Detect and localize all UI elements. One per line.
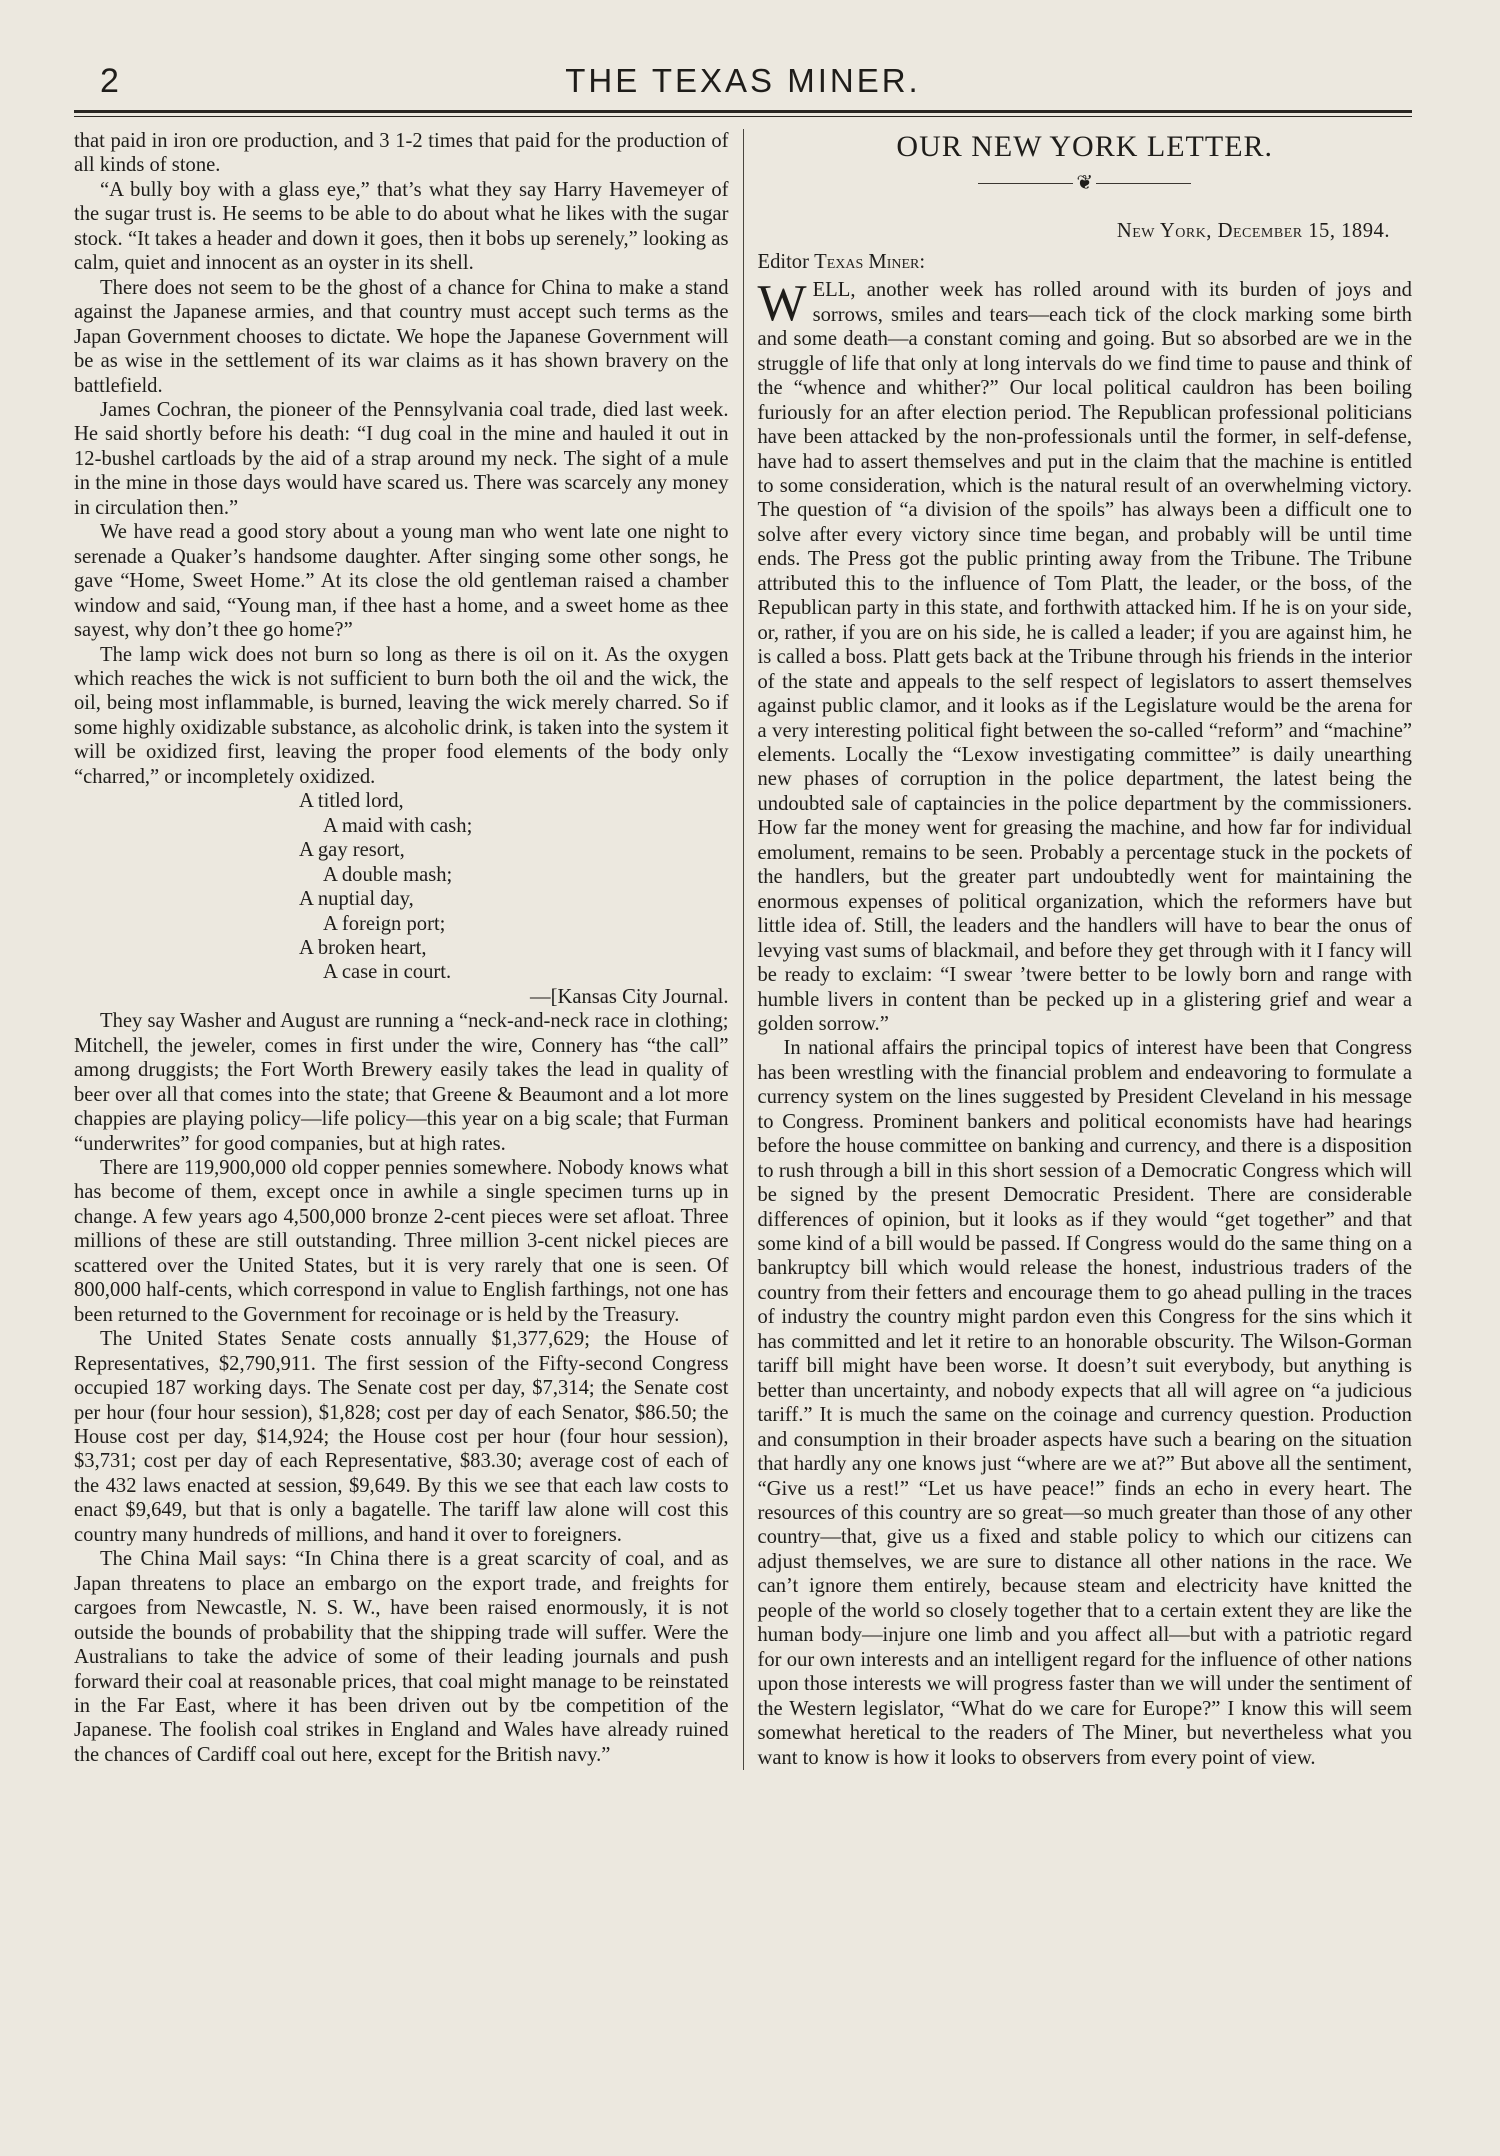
paragraph: They say Washer and August are running a “neck-and-neck race in clothing; Mitchell, the jeweler, comes in first under the wire, Connery has “the call” among druggists; the Fort Worth Brewery easily takes the lead in quality of beer over all that comes into the state; that Greene & Beaumont and a lot more chappies are playing policy—life policy—this year on a big scale; that Furman “underwrites” for good companies, but at high rates. — [74, 1010, 729, 1155]
dateline: New York, December 15, 1894. — [1116, 220, 1390, 243]
poem — [299, 789, 729, 985]
swirl-ornament-icon: ❦ — [1076, 172, 1094, 195]
poem-line: A foreign port; — [323, 912, 446, 935]
paragraph: In national affairs the principal topics of interest have been that Congress has been wrestling with the financial problem and endeavoring to formulate a currency system on the lines suggested by President Cleveland in his message to Congress. Prominent bankers and political economists have had hearings before the house committee on banking and currency, and there is a disposition to rush through a bill in this short session of a Democratic Congress which will be signed by the present Democratic President. There are considerable differences of opinion, but it looks as if they would “get together” and that some kind of a bill would be passed. If Congress would do the same thing on a bankruptcy bill which would release the honest, industrious traders of the country from their fetters and encourage them to go ahead pulling in the traces of industry the country might pardon even this Congress for the sins which it has committed and let it retire to an honorable obscurity. The Wilson-Gorman tariff bill might have been worse. It doesn’t suit everybody, but anything is better than uncertainty, and nobody expects that all will agree on “a judicious tariff.” It is much the same on the coinage and currency question. Production and consumption in their broader aspects have such a bearing on the situation that hardly any one knows just “where are we at?” But above all the sentiment, “Give us a rest!” “Let us have peace!” finds an echo in every heart. The resources of this country are so great—so much greater than those of any other country—that, give us a fixed and stable policy to which our citizens can adjust themselves, we are sure to distance all other nations in the race. We can’t ignore them entirely, because steam and electricity have knitted the people of the world so closely together that to a certain extent they are like the human body—injure one limb and you affect all—but with a patriotic regard for our own interests and an intelligent regard for the influence of other nations upon those interests we will progress faster than we will under the sentiment of the Western legislator, “What do we care for Europe?” I know this will seem somewhat heretical to the readers of The Miner, but nevertheless what you want to know is how it looks to observers from every point of view. — [757, 1037, 1412, 1769]
drop-cap: W — [757, 275, 807, 333]
paragraph: There does not seem to be the ghost of a chance for China to make a stand against the Japanese armies, and that country must accept such terms as the Japan Government chooses to dictate. We hope the Japanese Government will be as wise in the settlement of its war claims as it has shown bravery on the battlefield. — [74, 276, 729, 397]
poem-line: A broken heart, — [299, 936, 427, 959]
paragraph: that paid in iron ore production, and 3 1-2 times that paid for the production of all kinds of stone. — [74, 130, 729, 177]
article-heading: OUR NEW YORK LETTER. — [896, 130, 1274, 163]
paragraph — [757, 275, 1412, 1036]
salutation-prefix: Editor — [757, 250, 815, 273]
paragraph: There are 119,900,000 old copper pennies somewhere. Nobody knows what has become of them, except once in awhile a single specimen turns up in change. A few years ago 4,500,000 bronze 2-cent pieces were set afloat. Three millions of these are still outstanding. Three million 3-cent nickel pieces are scattered over the United States, but it is very rarely that one is seen. Of 800,000 half-cents, which correspond in value to English farthings, not one has been returned to the Government for recoinage or is held by the Treasury. — [74, 1157, 729, 1326]
paragraph: The China Mail says: “In China there is a great scarcity of coal, and as Japan threatens to place an embargo on the export trade, and freights for cargoes from Newcastle, N. S. W., have been raised enormously, it is not outside the bounds of probability that the shipping trade will suffer. Were the Australians to take the advice of some of their leading journals and push forward their coal at reasonable prices, that coal might manage to be reinstated in the Far East, where it has been driven out by tbe competition of the Japanese. The foolish coal strikes in England and Wales have already ruined the chances of Cardiff coal out here, except for the British navy.” — [74, 1548, 729, 1766]
poem-line: A gay resort, — [299, 839, 405, 862]
page-number: 2 — [100, 62, 120, 100]
poem-line: A double mash; — [323, 863, 453, 886]
salutation — [757, 250, 1412, 274]
masthead-rule — [74, 110, 1412, 117]
poem-line: A titled lord, — [299, 790, 404, 813]
paragraph: The United States Senate costs annually $1,377,629; the House of Representatives, $2,790,911. The first session of the Fifty-second Congress occupied 187 working days. The Senate cost per day, $7,314; the Senate cost per hour (four hour session), $1,828; cost per day of each Senator, $86.50; the House cost per day, $14,924; the House cost per hour (four hour session), $3,731; cost per day of each Representative, $83.30; average cost of each of the 432 laws enacted at session, $9,649. By this we see that each law costs to enact $9,649, but that is only a bagatelle. The tariff law alone will cost this country many hundreds of millions, and hand it over to foreigners. — [74, 1328, 729, 1546]
left-column — [74, 129, 743, 1770]
paragraph-text: ELL, another week has rolled around with its burden of joys and sorrows, smiles and tears—each tick of the clock marking some birth and some death—a constant coming and going. But so absorbed are we in the struggle of life that only at long intervals do we find time to pause and think of the “whence and whither?” Our local political cauldron has been boiling furiously for an after election period. The Republican professional politicians have been attacked by the non-professionals until the former, in self-defense, have had to assert themselves and put in the claim that the machine is entitled to some consideration, which is the natural result of an overwhelming victory. The question of “a division of the spoils” has always been a difficult one to solve after every victory since time began, and probably will be until time ends. The Press got the public printing away from the Tribune. The Tribune attributed this to the influence of Tom Platt, the leader, or the boss, of the Republican party in this state, and forthwith attacked him. If he is on your side, or, rather, if you are on his side, he is called a leader; if you are against him, he is called a boss. Platt gets back at the Tribune through his friends in the interior of the state and appeals to the self respect of legislators to assert themselves against public clamor, and it looks as if the Legislature would be the arena for a very interesting political fight between the so-called “reform” and “machine” elements. Locally the “Lexow investigating committee” is daily unearthing new phases of corruption in the police department, the latest being the undoubted sale of captaincies in the police department by the commissioners. How far the money went for greasing the machine, and how far for individual emolument, remains to be seen. Probably a percentage stuck in the pockets of the handlers, but the greater part undoubtedly went for maintaining the enormous expenses of political organization, which the reformers have but little idea of. Still, the leaders and the handlers will have to bear the onus of levying vast sums of blackmail, and before they get through with it I fancy will be ready to exclaim: “I swear ’twere better to be lowly born and range with humble livers in content than be pecked up in a glistering grief and wear a golden sorrow.” — [757, 279, 1412, 1035]
ornament-rule — [1096, 183, 1191, 184]
columns — [74, 129, 1412, 1770]
poem-line: A nuptial day, — [299, 888, 414, 911]
poem-line: A maid with cash; — [323, 814, 473, 837]
poem-line: A case in court. — [323, 961, 452, 984]
paragraph: “A bully boy with a glass eye,” that’s what they say Harry Havemeyer of the sugar trust is. He seems to be able to do about what he likes with the sugar stock. “It takes a header and down it goes, then it bobs up serenely,” looking as calm, quiet and innocent as an oyster in its shell. — [74, 178, 729, 275]
poem-attribution: —[Kansas City Journal. — [530, 985, 729, 1008]
salutation-name: Texas Miner: — [814, 250, 926, 273]
ornament-divider — [757, 173, 1412, 193]
paragraph: The lamp wick does not burn so long as there is oil on it. As the oxygen which reaches the wick is not sufficient to burn both the oil and the wick, the oil, being most inflammable, is burned, leaving the wick merely charred. So if some highly oxidizable substance, as alcoholic drink, is taken into the system it will be oxidized first, leaving the proper food elements of the body only “charred,” or incompletely oxidized. — [74, 643, 729, 788]
paragraph: We have read a good story about a young man who went late one night to serenade a Quaker’s handsome daughter. After singing some other songs, he gave “Home, Sweet Home.” At its close the old gentleman raised a chamber window and said, “Young man, if thee hast a home, and a sweet home as thee sayest, why don’t thee go home?” — [74, 521, 729, 642]
paragraph: James Cochran, the pioneer of the Pennsylvania coal trade, died last week. He said shortly before his death: “I dug coal in the mine and hauled it out in 12-bushel cartloads by the aid of a strap around my neck. The sight of a mule in the mine in those days would have scared us. There was scarcely any money in circulation then.” — [74, 398, 729, 519]
ornament-rule — [978, 183, 1073, 184]
masthead — [74, 58, 1412, 102]
right-column — [743, 129, 1412, 1770]
paper-title: THE TEXAS MINER. — [565, 62, 921, 99]
